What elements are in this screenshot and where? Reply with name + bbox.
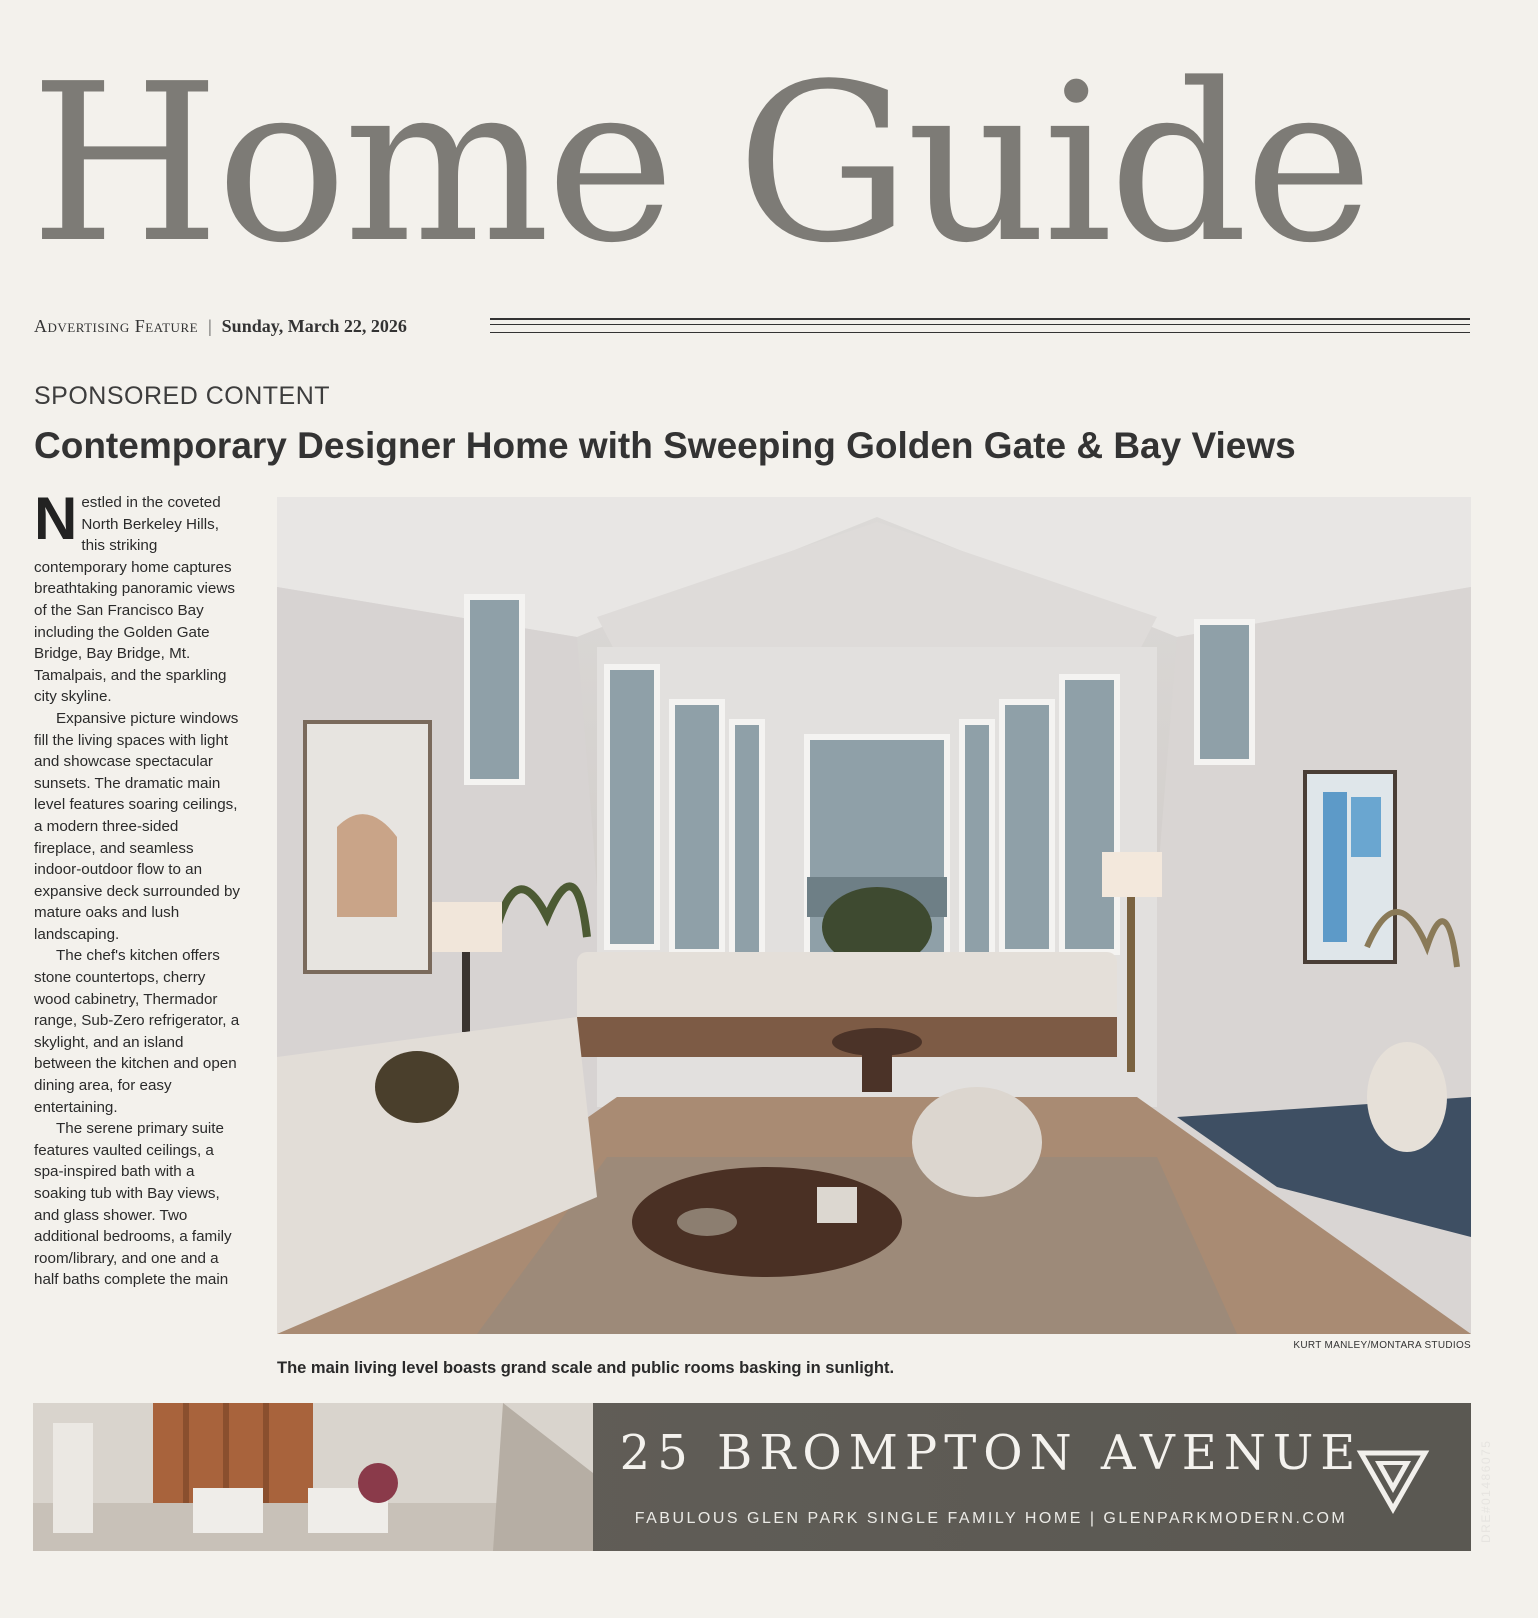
photo-caption: The main living level boasts grand scale and public rooms basking in sunlight. [277, 1359, 895, 1377]
living-room-illustration [277, 497, 1471, 1334]
dateline [34, 313, 407, 339]
article-headline: Contemporary Designer Home with Sweeping Golden Gate & Bay Views [34, 425, 1296, 466]
article-paragraph: The chef's kitchen offers stone countertops, cherry wood cabinetry, Thermador range, Sub-Zero refrigerator, a skylight, and an island between the kitchen and open dining area, for easy entertaining. [34, 947, 240, 1116]
living-room-photo [277, 497, 1471, 1334]
photo-credit: KURT MANLEY/MONTARA STUDIOS [1293, 1340, 1471, 1351]
ad-tagline: FABULOUS GLEN PARK SINGLE FAMILY HOME | GLENPARKMODERN.COM [634, 1510, 1348, 1527]
sponsored-kicker: SPONSORED CONTENT [34, 382, 331, 410]
article-paragraph: Expansive picture windows fill the living spaces with light and showcase spectacular sunsets. The dramatic main level features soaring ceilings, a modern three-sided fireplace, and seamless indoor-outdoor flow to an expansive deck surrounded by mature oaks and lush landscaping. [34, 709, 241, 943]
article-paragraph [34, 485, 244, 708]
drop-cap: N [34, 485, 78, 552]
advertising-feature-label: Advertising Feature [34, 315, 199, 336]
ad-license-number: DRE#01486075 [1479, 1439, 1493, 1543]
geometric-v-logo-icon [1357, 1443, 1429, 1515]
real-estate-ad [33, 1403, 1493, 1551]
dateline-separator: | [208, 315, 212, 336]
article-paragraph: The serene primary suite features vaulted ceilings, a spa-inspired bath with a soaking tub with Bay views, and glass shower. Two additional bedrooms, a family room/library, and one and a half baths complete the main [34, 1120, 232, 1289]
masthead-rules [490, 318, 1470, 333]
paragraph-text: estled in the coveted North Berkeley Hills, this striking contemporary home captures breathtaking panoramic views of the San Francisco Bay including the Golden Gate Bridge, Bay Bridge, Mt. Tamalpais, and the sparkling city skyline. [34, 494, 235, 706]
ad-property-address: 25 BROMPTON AVENUE [619, 1425, 1363, 1481]
ad-interior-photo [33, 1403, 593, 1551]
article-body [34, 485, 244, 1380]
issue-date: Sunday, March 22, 2026 [221, 315, 407, 336]
masthead-title: Home Guide [30, 38, 1370, 291]
